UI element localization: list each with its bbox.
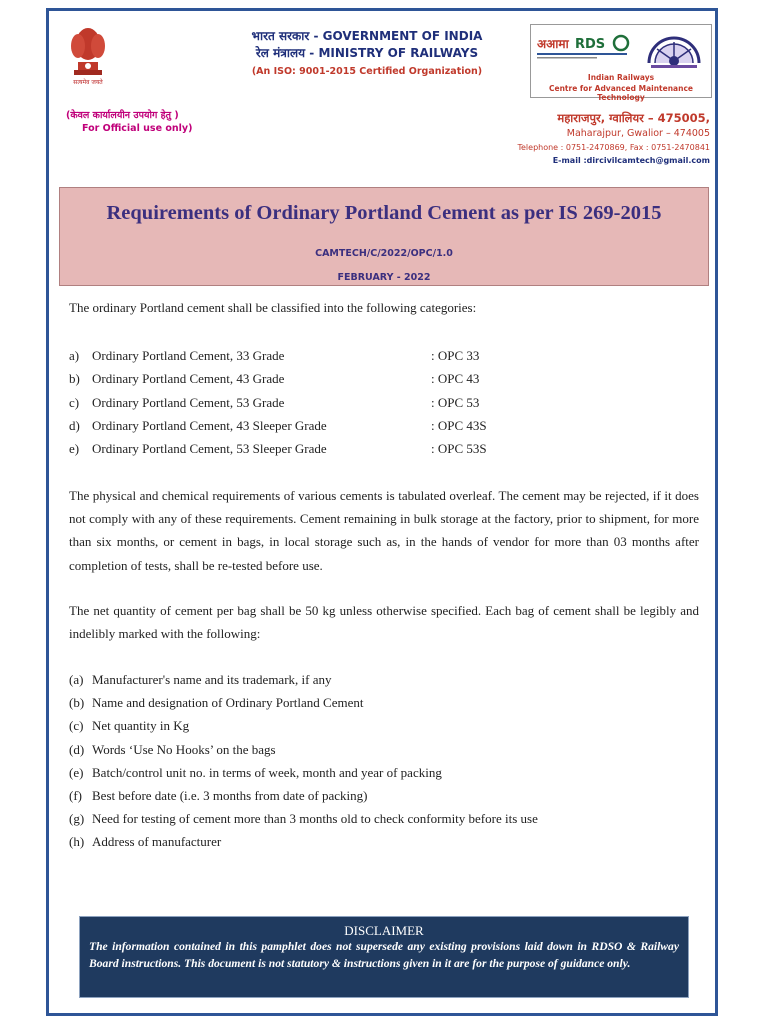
emblem-caption: सत्यमेव जयते bbox=[73, 79, 103, 86]
list-index: b) bbox=[69, 371, 80, 387]
official-use-hindi: (केवल कार्यालयीन उपयोग हेतु ) bbox=[66, 110, 179, 121]
list-item bbox=[69, 369, 709, 392]
document-date: FEBRUARY - 2022 bbox=[337, 272, 431, 283]
marking-text: Words ‘Use No Hooks’ on the bags bbox=[92, 741, 276, 757]
address-block bbox=[517, 110, 710, 167]
marking-text: Net quantity in Kg bbox=[92, 718, 190, 734]
list-index: (f) bbox=[69, 787, 82, 803]
list-index: (b) bbox=[69, 695, 85, 711]
marking-text: Batch/control unit no. in terms of week, month and year of packing bbox=[92, 764, 442, 780]
list-item bbox=[69, 416, 709, 439]
marking-text: Name and designation of Ordinary Portland Cement bbox=[92, 695, 364, 711]
svg-text:अआमा: अआमा bbox=[537, 37, 569, 51]
requirements-paragraph: The physical and chemical requirements of various cements is tabulated overleaf. The cement may be rejected, if it does not comply with any of these requirements. Cement remaining in bulk storage at the factory, prior to shipment, for more than six months, or cement in bags, in local storage such as, in the hands of vendor for more than 03 months after completion of tests, shall be re-tested before use. bbox=[69, 488, 699, 573]
category-code: : OPC 33 bbox=[431, 348, 480, 363]
list-item bbox=[69, 439, 709, 462]
category-code: : OPC 53S bbox=[431, 441, 487, 457]
category-code: : OPC 43S bbox=[431, 417, 487, 433]
list-item bbox=[69, 832, 709, 855]
telephone-fax: Telephone : 0751-2470869, Fax : 0751-2470841 bbox=[517, 143, 710, 152]
category-name: Ordinary Portland Cement, 53 Sleeper Grade bbox=[92, 441, 327, 457]
rdso-logo-icon bbox=[535, 31, 631, 63]
list-index: (a) bbox=[69, 672, 84, 687]
list-item bbox=[69, 763, 709, 786]
list-item bbox=[69, 809, 709, 832]
intro-text: The ordinary Portland cement shall be classified into the following categories: bbox=[69, 300, 477, 315]
category-list bbox=[69, 346, 709, 462]
address-english: Maharajpur, Gwalior – 474005 bbox=[566, 128, 710, 139]
list-index: (g) bbox=[69, 811, 85, 827]
disclaimer-title: DISCLAIMER bbox=[344, 923, 424, 938]
list-index: d) bbox=[69, 417, 80, 433]
address-hindi: महाराजपुर, ग्वालियर – 475005, bbox=[557, 111, 710, 125]
bag-marking-paragraph: The net quantity of cement per bag shall be 50 kg unless otherwise specified. Each bag of cement shall be legibly and indelibly marked with the following: bbox=[69, 603, 699, 642]
marking-text: Manufacturer's name and its trademark, if any bbox=[92, 672, 332, 687]
rdso-subtitle-2: Centre for Advanced Maintenance Technology bbox=[549, 84, 693, 102]
marking-list bbox=[69, 670, 709, 856]
category-name: Ordinary Portland Cement, 43 Sleeper Grade bbox=[92, 417, 327, 433]
list-item bbox=[69, 693, 709, 716]
svg-text:RDS: RDS bbox=[575, 37, 606, 52]
ashoka-emblem-icon bbox=[64, 22, 112, 86]
list-item bbox=[69, 346, 709, 369]
official-use-english: For Official use only) bbox=[82, 123, 193, 134]
government-header bbox=[222, 28, 512, 80]
category-code: : OPC 53 bbox=[431, 394, 480, 410]
camtech-wheel-logo-icon bbox=[643, 27, 705, 71]
marking-text: Address of manufacturer bbox=[92, 834, 222, 850]
marking-text: Best before date (i.e. 3 months from date of packing) bbox=[92, 787, 368, 803]
list-index: (c) bbox=[69, 718, 84, 734]
list-item bbox=[69, 786, 709, 809]
gov-line-2: रेल मंत्रालय - MINISTRY OF RAILWAYS bbox=[255, 46, 479, 60]
list-index: e) bbox=[69, 441, 80, 457]
rdso-camtech-logo-box bbox=[530, 24, 712, 102]
document-title: Requirements of Ordinary Portland Cement as per IS 269-2015 bbox=[106, 202, 662, 224]
gov-line-1: भारत सरकार - GOVERNMENT OF INDIA bbox=[251, 29, 483, 43]
list-item bbox=[69, 393, 709, 416]
category-name: Ordinary Portland Cement, 53 Grade bbox=[92, 394, 285, 410]
list-index: (h) bbox=[69, 834, 85, 850]
list-index: a) bbox=[69, 348, 80, 363]
list-index: (e) bbox=[69, 764, 84, 780]
list-item bbox=[69, 740, 709, 763]
list-item bbox=[69, 716, 709, 739]
document-code: CAMTECH/C/2022/OPC/1.0 bbox=[315, 248, 453, 259]
category-name: Ordinary Portland Cement, 33 Grade bbox=[92, 348, 285, 363]
title-box bbox=[59, 187, 709, 286]
list-index: (d) bbox=[69, 741, 85, 757]
list-item bbox=[69, 670, 709, 693]
email-address: E-mail :dircivilcamtech@gmail.com bbox=[552, 156, 710, 165]
official-use-note bbox=[66, 109, 196, 135]
rdso-subtitle-1: Indian Railways bbox=[587, 73, 655, 82]
iso-certification: (An ISO: 9001-2015 Certified Organization) bbox=[251, 66, 483, 77]
category-name: Ordinary Portland Cement, 43 Grade bbox=[92, 371, 285, 387]
category-code: : OPC 43 bbox=[431, 371, 480, 387]
disclaimer-box bbox=[79, 916, 689, 998]
list-index: c) bbox=[69, 394, 80, 410]
disclaimer-text: The information contained in this pamphlet does not supersede any existing provisions laid down in RDSO & Railway Board instructions. This document is not statutory & instructions given in it are for the purpose of guidance only. bbox=[89, 940, 679, 970]
marking-text: Need for testing of cement more than 3 months old to check conformity before its use bbox=[92, 811, 538, 827]
